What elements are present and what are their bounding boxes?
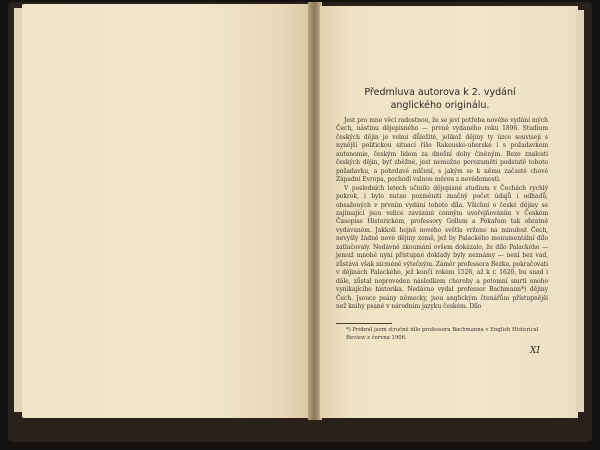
page-number: XI — [530, 346, 540, 356]
page-body — [336, 117, 548, 311]
left-page-blank — [22, 4, 314, 418]
right-page-edges — [576, 10, 584, 412]
paragraph: V posledních letech učinilo dějepisné studium v Čechách rychlý pokrok, i bylo nutno pozměniti značný počet údajů i odhadů, obsažených v prvním vydání tohoto díla. Všichni o české dějiny se zajímající jsou velice zavázáni cenným uveřejňováním v Českém Časopise Historickém, professory Gollem a Pekařem tak obratně vydávaném. Jakkoli hojně nového světla vrženo na minulost Čech, nevyšly žádné nové dějiny země, jež by Palackého monumentální dílo zatlačovaly. Nedávné zkoumání ovšem dokázalo, že dílo Palackého — jemuž mnohé nyní přístupné doklady byly neznámy — není bez vad, zůstává však nicméně výtečným. Záměr professora Bezka, pokračovati v dějinách Palackého, jež končí rokem 1526, až k r. 1620, bu snad i dále, zůstal neproveden následkem choroby a potomní smrti onoho vynikajícího historika. Nedávno vydal professor Bachmann*) dějiny Čech. Jsouce psány německy, jsou anglickým čtenářům přístupnější než knihy psané v národním jazyku českém. Dílo — [336, 184, 548, 310]
footnote: *) Probral jsem stručně dílo professora Bachmanna v English Historical Review z června 1906. — [346, 327, 539, 341]
footnote-rule — [336, 323, 392, 324]
paragraph: Jest pro mne věcí radostnou, že se jeví potřeba nového vydání mých Čech, nástinu dějepisného — prvně vydaného roku 1896. Studium českých dějin je velmi důležité, jelikož dějiny ty úzce souvisejí s nynější politickou situací říše Rakousko-uherské i s požadavkem autonomie, českým lidem za dnešní doby činěným. Beze znalosti českých dějin, byť zběžné, jest nemožno porozuměti podstatě tohoto požadavku, a pohrdavé mlčení, s jakým se k němu začasté chové Západní Evropa, pochodí valnou měrou z nevědomosti. — [336, 117, 548, 184]
page-title: Předmluva autorova k 2. vydání anglického originálu. — [364, 87, 516, 111]
